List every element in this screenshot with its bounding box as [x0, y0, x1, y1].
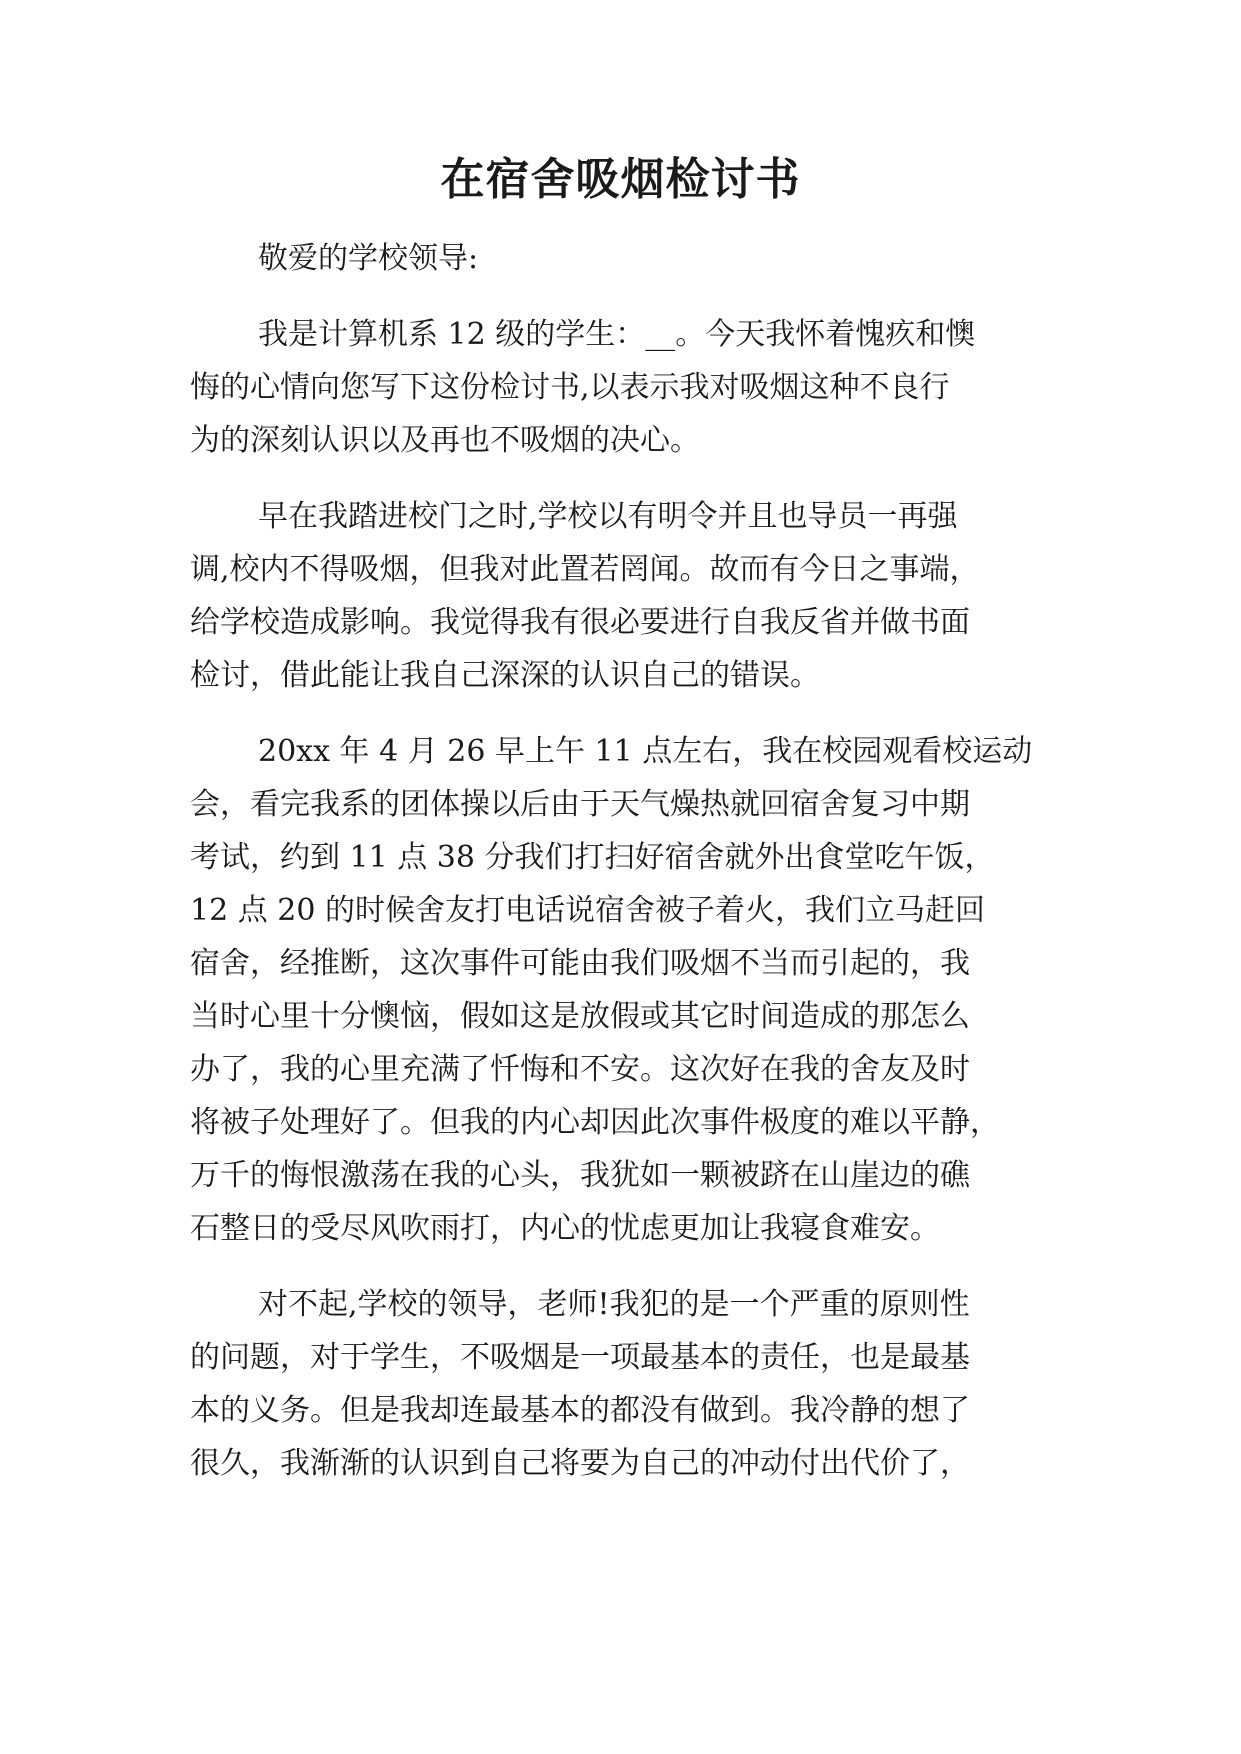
text-line: 的问题，对于学生，不吸烟是一项最基本的责任，也是最基: [190, 1340, 970, 1375]
text-line: 20xx 年 4 月 26 早上午 11 点左右，我在校园观看校运动: [258, 734, 1033, 769]
text-line: 早在我踏进校门之时,学校以有明令并且也导员一再强: [258, 499, 958, 534]
text-line: 给学校造成影响。我觉得我有很必要进行自我反省并做书面: [190, 605, 970, 640]
text-line: 12 点 20 的时候舍友打电话说宿舍被子着火，我们立马赶回: [190, 893, 985, 928]
text-line: 将被子处理好了。但我的内心却因此次事件极度的难以平静，: [190, 1105, 1000, 1140]
text-line: 会，看完我系的团体操以后由于天气燥热就回宿舍复习中期: [190, 787, 970, 822]
text-line: 石整日的受尽风吹雨打，内心的忧虑更加让我寝食难安。: [190, 1211, 940, 1246]
text-line: 调,校内不得吸烟，但我对此置若罔闻。故而有今日之事端，: [190, 552, 980, 587]
text-line: 很久，我渐渐的认识到自己将要为自己的冲动付出代价了，: [190, 1446, 970, 1481]
text-line: 悔的心情向您写下这份检讨书,以表示我对吸烟这种不良行: [190, 370, 950, 405]
text-line: 当时心里十分懊恼，假如这是放假或其它时间造成的那怎么: [190, 999, 970, 1034]
greeting: 敬爱的学校领导:: [258, 241, 479, 276]
text-line: 检讨，借此能让我自己深深的认识自己的错误。: [190, 658, 820, 693]
text-line: 对不起,学校的领导，老师!我犯的是一个严重的原则性: [258, 1287, 970, 1322]
text-line: 宿舍，经推断，这次事件可能由我们吸烟不当而引起的，我: [190, 946, 970, 981]
text-line: 办了，我的心里充满了忏悔和不安。这次好在我的舍友及时: [190, 1052, 970, 1087]
text-line: 为的深刻认识以及再也不吸烟的决心。: [190, 423, 700, 458]
text-line: 我是计算机系 12 级的学生：__。今天我怀着愧疚和懊: [258, 317, 976, 352]
document-title: 在宿舍吸烟检讨书: [440, 154, 801, 205]
text-line: 万千的悔恨激荡在我的心头，我犹如一颗被跻在山崖边的礁: [190, 1158, 970, 1193]
text-line: 考试，约到 11 点 38 分我们打扫好宿舍就外出食堂吃午饭，: [190, 840, 995, 875]
text-line: 本的义务。但是我却连最基本的都没有做到。我冷静的想了: [190, 1393, 970, 1428]
